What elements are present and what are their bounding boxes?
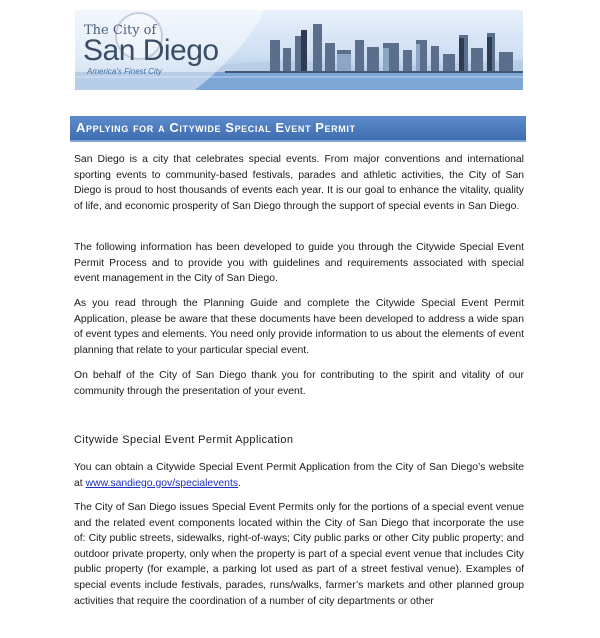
header-banner (75, 10, 523, 90)
permit-scope-paragraph (74, 500, 524, 609)
paragraph-text: The City of San Diego issues Special Event Permits only for the portions of a special event venue and the related event components located within the City of San Diego that incorporate the use of: City public streets, sidewalks, right-of-ways; City public parks or other City public property; and outdoor private property, only when the property is part of a special event venue that includes City public property (for example, a parking lot used as part of a street festival venue). Examples of special events include festivals, parades, runs/walks, farmer’s markets and other planned group activities that require the coordination of a number of city departments or other (74, 502, 524, 607)
section-title: Applying for a Citywide Special Event Permit (76, 120, 356, 135)
paragraph-text (74, 460, 524, 491)
planning-paragraph (74, 296, 524, 358)
special-events-link[interactable]: www.sandiego.gov/specialevents (85, 477, 239, 489)
logo-city-small-text: The City of (84, 23, 157, 38)
paragraph-text: On behalf of the City of San Diego thank you for contributing to the spirit and vitality of our community through the presentation of your event. (74, 370, 524, 397)
thanks-paragraph (74, 368, 524, 399)
paragraph-text: San Diego is a city that celebrates special events. From major conventions and international sporting events to community-based festivals, parades and athletic activities, the City of San Diego is proud to host thousands of events each year. It is our goal to enhance the vitality, quality of life, and economic prosperity of San Diego through the support of special events in San Diego. (74, 154, 524, 212)
intro-paragraph (74, 152, 524, 214)
guide-paragraph (74, 240, 524, 287)
section-title-bar (70, 116, 526, 142)
paragraph-prefix: You can obtain a Citywide Special Event Permit Application from the City of San Diego’s website at (74, 462, 524, 489)
subsection-title: Citywide Special Event Permit Application (74, 434, 294, 446)
application-paragraph (74, 460, 524, 491)
paragraph-suffix: . (238, 477, 241, 489)
paragraph-text: As you read through the Planning Guide and complete the Citywide Special Event Permit Application, please be aware that these documents have been developed to address a wide span of event types and elements. You need only provide information to us about the elements of event planning that relate to your particular special event. (74, 298, 524, 356)
logo-tagline: America's Finest City (87, 67, 162, 76)
paragraph-text: The following information has been developed to guide you through the Citywide Special Event Permit Process and to provide you with guidelines and requirements associated with special event management in the City of San Diego. (74, 242, 524, 285)
logo-city-name: San Diego (83, 34, 219, 67)
